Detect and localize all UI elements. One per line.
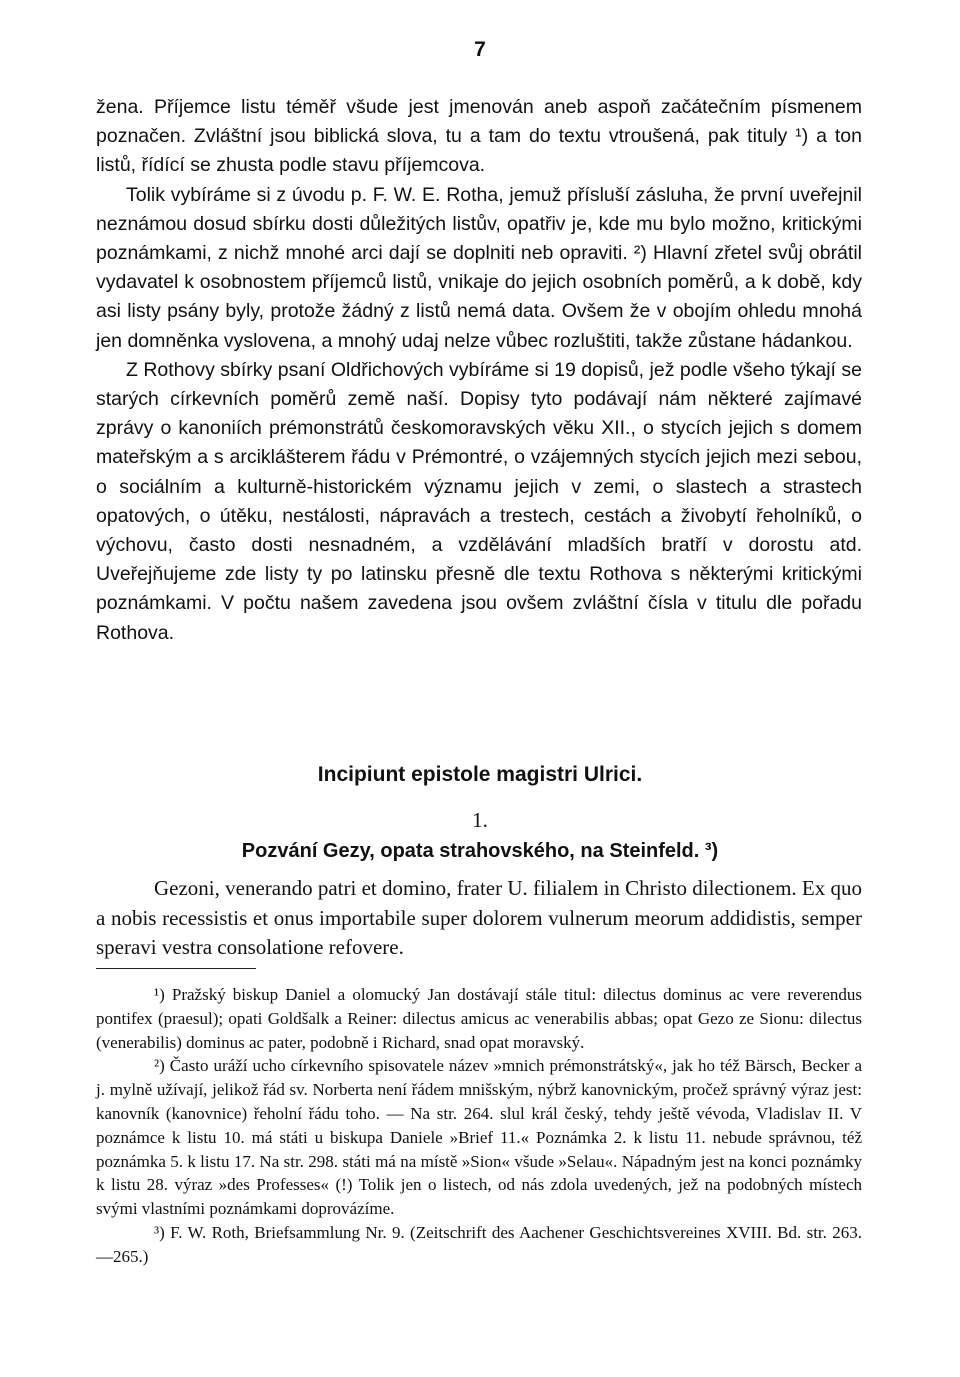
footnote-2: ²) Často uráží ucho církevního spisovatele název »mnich prémonstrátský«, jak ho též Bärsch, Becker a j. mylně užívají, jelikož řád sv. Norberta není řádem mnišským, nýbrž kanovnickým, pročež správný výraz jest: kanovník (kanovnice) řeholní řádu toho. — Na str. 264. slul král český, tehdy ještě vévoda, Vladislav II. V poznámce k listu 10. má státi u biskupa Daniele »Brief 11.« Poznámka 2. k listu 11. nebude správnou, též poznámka 5. k listu 17. Na str. 298. státi má na místě »Sion« všude »Selau«. Nápadným jest na konci poznámky k listu 28. výraz »des Professes« (!) Tolik jen o listech, od nás zdola uvedených, jež na podobných místech svými vlastními poznámkami doprovázíme. (96, 1056, 862, 1219)
paragraph-3: Z Rothovy sbírky psaní Oldřichových vybíráme si 19 dopisů, jež podle všeho týkají se starých církevních poměrů země naší. Dopisy tyto podávají nám některé zajímavé zprávy o kanoniích prémonstrátů českomoravských věku XII., o stycích jejich s domem mateřským a s arciklášterem řádu v Prémontré, o vzájemných stycích jejich mezi sebou, o sociálním a kulturně-historickém významu jejich v zemi, o slastech a strastech opatových, o útěku, nestálosti, nápravách a trestech, cestách a živobytí řeholníků, o výchovu, často dosti nesnadném, a vzdělávání mladších bratří v dorostu atd. Uveřejňujeme zde listy ty po latinsku přesně dle textu Rothova s některými kritickými poznámkami. V počtu našem zavedena jsou ovšem zvláštní čísla v titulu dle pořadu Rothova. (96, 358, 862, 644)
letter-title: Pozvání Gezy, opata strahovského, na Steinfeld. ³) (241, 840, 719, 862)
footnote-divider (96, 968, 256, 969)
paragraph-1: žena. Příjemce listu téměř všude jest jmenován aneb aspoň začátečním písmenem poznačen. Zvláštní jsou biblická slova, tu a tam do textu vtroušená, pak tituly ¹) a ton listů, řídící se zhusta podle stavu příjemcova. (96, 96, 862, 177)
paragraph-2: Tolik vybíráme si z úvodu p. F. W. E. Rotha, jemuž přísluší zásluha, že první uveřejnil neznámou dosud sbírku dosti důležitých listův, opatřiv je, kde mu bylo možno, kritickými poznámkami, z nichž mnohé arci dají se doplniti neb opraviti. ²) Hlavní zřetel svůj obrátil vydavatel k osobnostem příjemců listů, vnikaje do jejich osobních poměrů, a k době, kdy asi listy psány byly, protože žádný z listů nemá data. Ovšem že v obojím ohledu mnohá jen domněnka vyslovena, a mnohý udaj nelze vůbec rozluštiti, takže zůstane hádankou. (96, 183, 862, 352)
footnotes (96, 983, 862, 1269)
letter-text: Gezoni, venerando patri et domino, frater U. filialem in Christo dilectionem. Ex quo a nobis recessistis et onus importabile super dolorem vulnerum meorum addidistis, semper speravi vestra consolatione refovere. (96, 876, 862, 959)
footnote-1: ¹) Pražský biskup Daniel a olomucký Jan dostávají stále titul: dilectus dominus ac vere reverendus pontifex (praesul); opati Goldšalk a Reiner: dilectus amicus ac venerabilis abbas; opat Gezo ze Sionu: dilectus (venerabilis) dominus ac pater, podobně i Richard, snad opat moravský. (96, 985, 862, 1052)
section-heading: Incipiunt epistole magistri Ulrici. (317, 763, 643, 786)
letter-number: 1. (472, 808, 488, 832)
body-text (96, 93, 862, 648)
page-number: 7 (474, 38, 486, 61)
footnote-3: ³) F. W. Roth, Briefsammlung Nr. 9. (Zeitschrift des Aachener Geschichtsvereines XVIII. Bd. str. 263.—265.) (96, 1222, 862, 1266)
